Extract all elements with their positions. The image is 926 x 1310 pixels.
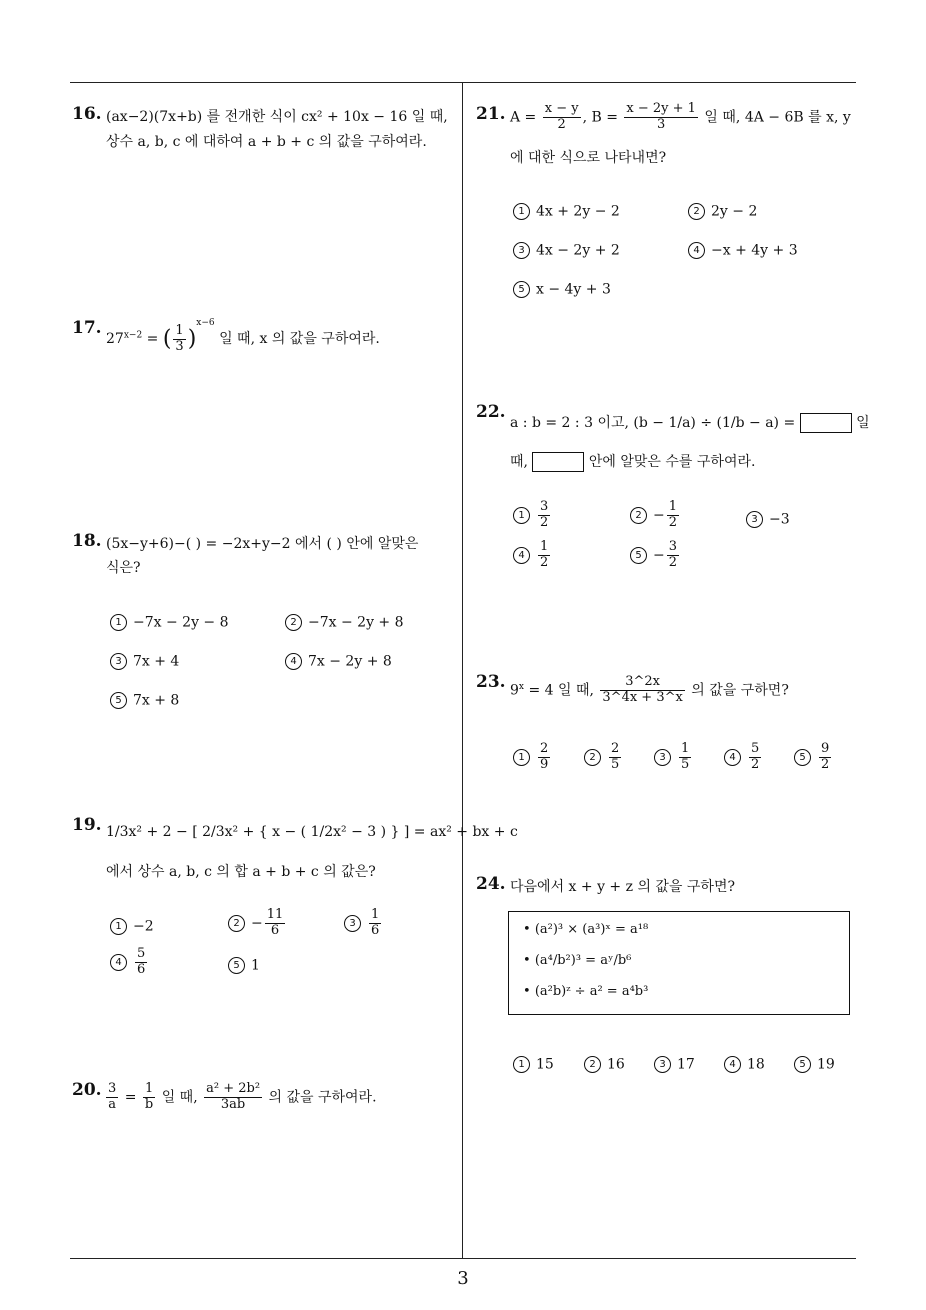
q21-a-den: 2 [557,116,566,132]
option-num: 1 [540,539,549,554]
option-text: −7x − 2y + 8 [308,614,404,631]
option-num: 2 [540,741,549,756]
option-text: −7x − 2y − 8 [133,614,229,631]
option[interactable] [110,614,229,631]
question-number: 21. [476,104,506,124]
option-num: 5 [751,741,760,756]
q22-ratio: a : b = 2 : 3 이고, [510,415,629,431]
condition-item: • (a²)³ × (a³)ˣ = a¹⁸ [523,922,649,937]
condition-text: (a⁴/b²)³ = aʸ/b⁶ [534,953,632,968]
option-marker: 4 [110,954,127,971]
option-den: 2 [540,514,549,530]
question-number: 18. [72,531,102,551]
q19-line2: 에서 상수 a, b, c 의 합 a + b + c 의 값은? [106,864,376,880]
q20-f1-den: a [108,1096,117,1112]
q20-f1-num: 3 [108,1081,117,1096]
option-marker: 5 [110,692,127,709]
option-den: 2 [751,756,760,772]
option[interactable] [654,1056,695,1073]
option[interactable] [513,742,552,773]
option-marker: 2 [584,749,601,766]
option-text: 1 [251,957,260,974]
option-marker: 4 [513,547,530,564]
option-marker: 4 [688,242,705,259]
option[interactable] [228,908,287,939]
option-marker: 2 [228,915,245,932]
q20-f3-den: 3ab [220,1096,246,1112]
q21-line1-tail: 일 때, 4A − 6B 를 x, y [704,109,851,126]
option-num: 1 [371,907,380,922]
option[interactable] [110,947,149,978]
option-marker: 5 [794,1056,811,1073]
q16-line1: (ax−2)(7x+b) 를 전개한 식이 cx² + 10x − 16 일 때, [106,109,448,125]
option-marker: 3 [654,749,671,766]
option-den: 6 [270,922,280,938]
option-den: 6 [371,922,380,938]
q23-frac-num: 3^2x [600,675,684,691]
q20-tail: 의 값을 구하여라. [268,1089,377,1106]
option-text: 17 [677,1056,695,1073]
option[interactable] [513,281,611,298]
option-num: 1 [668,499,678,514]
q18-line1: (5x−y+6)−( ) = −2x+y−2 에서 ( ) 안에 알맞은 [106,536,419,552]
condition-text: (a²)³ × (a³)ˣ = a¹⁸ [534,922,649,937]
q16-line2: 상수 a, b, c 에 대하여 a + b + c 의 값을 구하여라. [106,134,427,150]
q23-lhs-tail: = 4 일 때, [528,682,594,699]
option[interactable] [110,918,154,935]
option-text: 19 [817,1056,835,1073]
question-number: 23. [476,672,506,692]
condition-item: • (a⁴/b²)³ = aʸ/b⁶ [523,953,632,968]
q22-line1-tail: 일 [856,415,870,431]
option[interactable] [110,653,179,670]
option[interactable] [344,908,383,939]
page-number: 3 [457,1268,469,1289]
option-sign: − [653,507,665,524]
question-number: 16. [72,104,102,124]
q24-prompt: 다음에서 x + y + z 의 값을 구하면? [510,879,735,895]
q21-a-label: A = [510,109,537,126]
q21-b-den: 3 [657,116,666,132]
q18-line2: 식은? [106,560,141,576]
option-marker: 1 [110,614,127,631]
option[interactable] [513,540,552,571]
option-den: 5 [611,756,620,772]
condition-text: (a²b)ᶻ ÷ a² = a⁴b³ [534,984,649,999]
option-marker: 3 [344,915,361,932]
condition-item: • (a²b)ᶻ ÷ a² = a⁴b³ [523,984,649,999]
option-marker: 5 [513,281,530,298]
option-sign: − [653,547,665,564]
question-number: 17. [72,318,102,338]
option-sign: − [251,915,263,932]
option-marker: 1 [513,507,530,524]
option[interactable] [110,692,179,709]
option-text: 15 [536,1056,554,1073]
option[interactable] [654,742,693,773]
q22-line2 [510,451,755,472]
q17-expression: $27^{x-2}$ = ( $\frac{1}{3}$ )$^{x-6}$ 일 때, x 의 값을 구하여라. [106,318,380,354]
q20-f3-num: a² + 2b² [206,1081,261,1096]
option[interactable] [724,1056,765,1073]
question-number: 24. [476,874,506,894]
option-den: 2 [668,514,678,530]
q22-line2b: 안에 알맞은 수를 구하여라. [588,454,756,470]
q17-frac-den: 3 [175,338,184,354]
option[interactable] [724,742,763,773]
option-marker: 1 [110,918,127,935]
q23-expression [510,675,789,706]
option-num: 5 [137,946,146,961]
option-marker: 2 [630,507,647,524]
option-den: 2 [540,554,549,570]
option-text: −x + 4y + 3 [711,242,798,259]
option-den: 2 [668,554,678,570]
option[interactable] [285,653,392,670]
option-marker: 2 [688,203,705,220]
q20-f2-num: 1 [143,1082,155,1098]
option-text: 2y − 2 [711,203,758,220]
q23-tail: 의 값을 구하면? [691,682,789,699]
q22-line1 [510,412,870,433]
q20-mid: 일 때, [161,1089,198,1106]
option-marker: 4 [724,1056,741,1073]
q21-line2: 에 대한 식으로 나타내면? [510,150,667,166]
option-marker: 1 [513,203,530,220]
option-marker: 2 [584,1056,601,1073]
q17-eq: = [146,331,159,347]
option-marker: 2 [285,614,302,631]
option-num: 2 [611,741,620,756]
q22-expression: (b − 1/a) ÷ (1/b − a) = [633,415,796,431]
option-num: 11 [266,907,284,922]
option[interactable] [513,500,552,531]
q20-eq: = [124,1089,137,1106]
option-den: 5 [681,756,690,772]
q17-lhs-exp: x−2 [123,330,143,341]
option-den: 9 [540,756,549,772]
q17-tail: 일 때, x 의 값을 구하여라. [219,331,380,347]
option-marker: 5 [794,749,811,766]
answer-blank-box[interactable] [532,452,584,472]
option[interactable] [630,500,681,531]
option[interactable] [513,242,620,259]
bottom-rule [70,1258,856,1259]
q19-line1: 1/3x² + 2 − [ 2/3x² + { x − ( 1/2x² − 3 ) } ] = ax² + bx + c [106,824,518,840]
q17-lhs: 27 [106,331,124,347]
q21-a-num: x − y [544,101,579,116]
q21-line1 [510,102,851,133]
option-num: 3 [540,499,549,514]
q22-line2a: 때, [510,454,528,470]
option-text: 18 [747,1056,765,1073]
option-marker: 3 [654,1056,671,1073]
q20-f2-den: b [144,1096,154,1112]
option-num: 1 [681,741,690,756]
option[interactable] [794,742,833,773]
answer-blank-box[interactable] [800,413,852,433]
option[interactable] [746,511,790,528]
option-marker: 5 [630,547,647,564]
option-marker: 1 [513,749,530,766]
option-num: 3 [668,539,678,554]
q23-frac-den: 3^4x + 3^x [602,689,683,705]
option-marker: 3 [513,242,530,259]
option-text: x − 4y + 3 [536,281,611,298]
option-text: 16 [607,1056,625,1073]
option[interactable] [584,742,623,773]
option-marker: 3 [746,511,763,528]
question-number: 20. [72,1080,102,1100]
option-marker: 4 [285,653,302,670]
option-den: 2 [821,756,830,772]
option[interactable] [285,614,404,631]
option[interactable] [688,203,757,220]
option[interactable] [630,540,681,571]
option-marker: 1 [513,1056,530,1073]
option-marker: 4 [724,749,741,766]
q21-b-label: , B = [582,109,618,126]
option-text: 7x + 8 [133,692,180,709]
option[interactable] [513,203,620,220]
q23-lhs: 9 [510,682,519,699]
option-text: −2 [133,918,154,935]
q23-lhs-exp: x [518,681,524,692]
question-number: 22. [476,402,506,422]
option[interactable] [584,1056,625,1073]
option-text: 4x − 2y + 2 [536,242,620,259]
option[interactable] [688,242,798,259]
option-marker: 3 [110,653,127,670]
q20-expression [104,1082,377,1113]
q17-rhs-exp: x−6 [196,318,215,328]
top-rule [70,82,856,83]
option-den: 6 [137,961,146,977]
option[interactable] [513,1056,554,1073]
option-text: −3 [769,511,790,528]
option-text: 4x + 2y − 2 [536,203,620,220]
option-text: 7x + 4 [133,653,180,670]
question-number: 19. [72,815,102,835]
option[interactable] [228,957,260,974]
column-divider [462,82,463,1258]
conditions-box [508,911,850,1015]
option-num: 9 [821,741,830,756]
option-marker: 5 [228,957,245,974]
q17-frac-num: 1 [175,322,184,338]
option[interactable] [794,1056,835,1073]
q21-b-num: x − 2y + 1 [626,101,696,116]
option-text: 7x − 2y + 8 [308,653,392,670]
